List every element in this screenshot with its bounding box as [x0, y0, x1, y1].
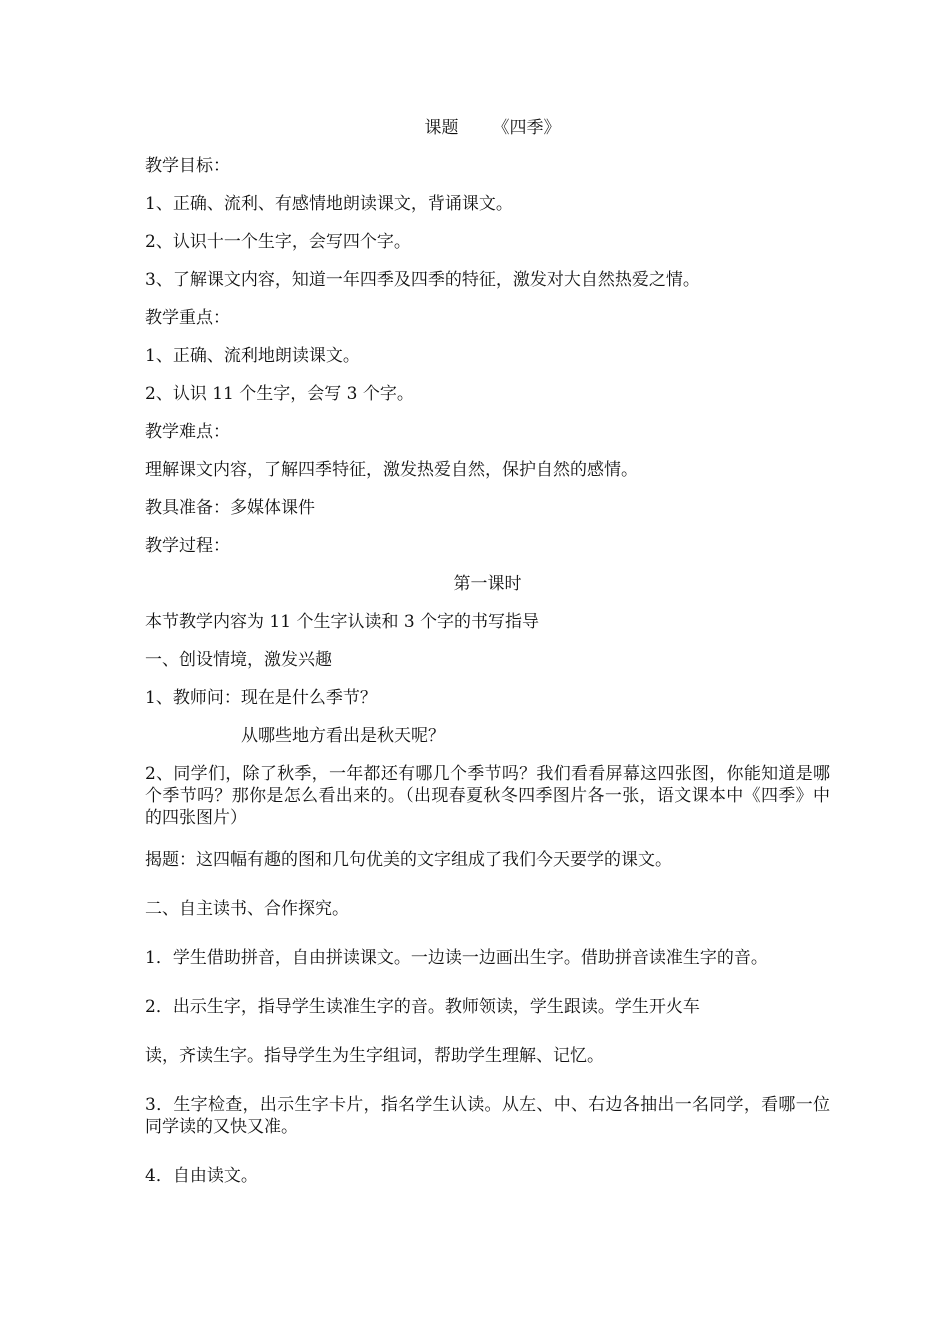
teacher-question: 1、教师问：现在是什么季节？: [145, 688, 377, 708]
reveal-title-line: 揭题：这四幅有趣的图和几句优美的文字组成了我们今天要学的课文。: [145, 850, 672, 870]
step-2-line-2: 读，齐读生字。指导学生为生字组词，帮助学生理解、记忆。: [145, 1046, 604, 1066]
difficulty-heading: 教学难点：: [145, 422, 230, 442]
objective-2: 2、认识十一个生字，会写四个字。: [145, 232, 411, 252]
process-heading: 教学过程：: [145, 536, 230, 556]
title-prefix: 课题: [424, 118, 459, 138]
page-title: [145, 117, 830, 139]
step-3: 3．生字检查，出示生字卡片，指名学生认读。从左、中、右边各抽出一名同学，看哪一位同学读的又快又准。: [145, 1095, 830, 1137]
lesson-heading: 第一课时: [453, 574, 522, 594]
indented-question: 从哪些地方看出是秋天呢？: [241, 726, 445, 746]
materials-line: 教具准备：多媒体课件: [145, 498, 315, 518]
section-2-heading: 二、自主读书、合作探究。: [145, 899, 349, 919]
paragraph-2: 2、同学们，除了秋季，一年都还有哪几个季节吗？我们看看屏幕这四张图，你能知道是哪个季节吗？那你是怎么看出来的。（出现春夏秋冬四季图片各一张，语文课本中《四季》中的四张图片）: [145, 764, 830, 828]
key-point-1: 1、正确、流利地朗读课文。: [145, 346, 360, 366]
section-1-heading: 一、创设情境，激发兴趣: [145, 650, 332, 670]
lesson-content-line: 本节教学内容为 11 个生字认读和 3 个字的书写指导: [145, 612, 540, 632]
title-name: 《四季》: [492, 118, 561, 138]
step-1: 1．学生借助拼音，自由拼读课文。一边读一边画出生字。借助拼音读准生字的音。: [145, 948, 768, 968]
step-2-line-1: 2．出示生字，指导学生读准生字的音。教师领读，学生跟读。学生开火车: [145, 997, 700, 1017]
objectives-heading: 教学目标：: [145, 156, 230, 176]
objective-1: 1、正确、流利、有感情地朗读课文，背诵课文。: [145, 194, 513, 214]
objective-3: 3、了解课文内容，知道一年四季及四季的特征，激发对大自然热爱之情。: [145, 270, 700, 290]
key-points-heading: 教学重点：: [145, 308, 230, 328]
step-4: 4．自由读文。: [145, 1166, 258, 1186]
key-point-2: 2、认识 11 个生字，会写 3 个字。: [145, 384, 414, 404]
difficulty-text: 理解课文内容，了解四季特征，激发热爱自然，保护自然的感情。: [145, 460, 638, 480]
